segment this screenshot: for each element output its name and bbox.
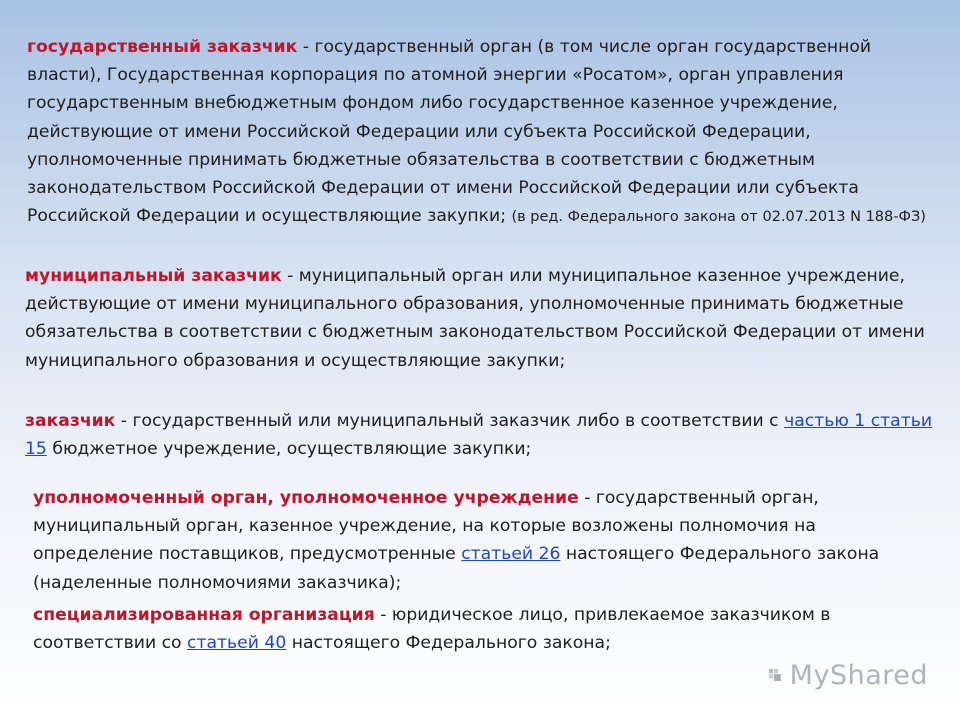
definition-municipal-customer bbox=[25, 262, 935, 375]
definition-state-customer bbox=[27, 33, 937, 231]
definition-text: настоящего Федерального закона (наделенные полномочиями заказчика); bbox=[33, 544, 880, 593]
term-state-customer: государственный заказчик bbox=[27, 37, 298, 57]
link-part-1-article-15[interactable]: частью 1 статьи 15 bbox=[25, 411, 933, 460]
definition-authorized-body bbox=[33, 484, 933, 597]
watermark-text: MyShared bbox=[789, 659, 928, 691]
amendment-note: (в ред. Федерального закона от 02.07.2013 N 188-ФЗ) bbox=[511, 209, 926, 226]
term-specialized-organization: специализированная организация bbox=[33, 605, 375, 625]
definition-text: - государственный орган, муниципальный орган, казенное учреждение, на которые возложены полномочия на определение поставщиков, предусмотренные bbox=[33, 488, 819, 565]
definition-specialized-organization bbox=[33, 601, 933, 657]
definition-text: настоящего Федерального закона; bbox=[286, 633, 611, 654]
link-article-40[interactable]: статьей 40 bbox=[187, 633, 287, 654]
definition-text: бюджетное учреждение, осуществляющие закупки; bbox=[46, 439, 532, 460]
term-municipal-customer: муниципальный заказчик bbox=[25, 266, 282, 286]
link-article-26[interactable]: статьей 26 bbox=[461, 544, 561, 565]
definition-text: - муниципальный орган или муниципальное казенное учреждение, действующие от имени муниципального образования, уполномоченные принимать бюджетные обязательства в соответствии с бюджетным законодательством Российской Федерации от имени муниципального образования и осуществляющие закупки; bbox=[25, 266, 925, 371]
definition-text: - государственный или муниципальный заказчик либо в соответствии с bbox=[115, 411, 785, 431]
myshared-logo-icon bbox=[768, 659, 782, 691]
definition-text: - государственный орган (в том числе орган государственной власти), Государственная корпорация по атомной энергии «Росатом», орган управления государственным внебюджетным фондом либо государственное казенное учреждение, действующие от имени Российской Федерации или субъекта Российской Федерации, уполномоченные принимать бюджетные обязательства в соответствии с бюджетным законодательством Российской Федерации от имени Российской Федерации или субъекта Российской Федерации и осуществляющие закупки; bbox=[27, 37, 872, 227]
term-authorized-body: уполномоченный орган, уполномоченное учреждение bbox=[33, 488, 579, 508]
definition-text: - юридическое лицо, привлекаемое заказчиком в соответствии со bbox=[33, 605, 831, 654]
term-customer: заказчик bbox=[25, 411, 116, 431]
definition-customer bbox=[25, 407, 935, 463]
myshared-watermark bbox=[768, 655, 928, 695]
